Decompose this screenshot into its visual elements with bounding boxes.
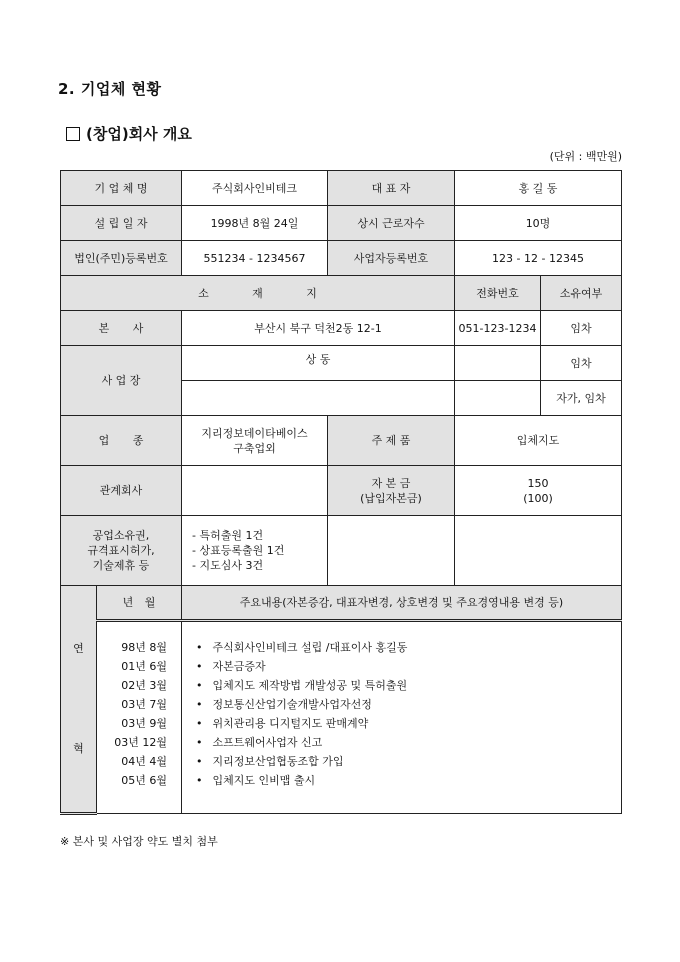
history-event: • 정보통신산업기술개발사업자선정: [196, 695, 619, 714]
history-events: [182, 621, 622, 814]
label-ip-line3: 기술제휴 등: [92, 559, 150, 572]
company-overview-table: [60, 170, 622, 815]
value-hq-address: 부산시 북구 덕천2동 12-1: [182, 311, 455, 346]
value-affiliates: [182, 466, 328, 516]
value-hq-ownership: 임차: [541, 311, 622, 346]
label-phone: 전화번호: [455, 276, 541, 311]
value-ip-list: [182, 516, 328, 586]
value-workplace-ownership1: 임차: [541, 346, 622, 381]
value-ceo: 홍 길 동: [455, 171, 622, 206]
history-label-2: 혁: [73, 742, 84, 755]
label-ip-cell: [61, 516, 182, 586]
history-event: • 자본금증자: [196, 657, 619, 676]
ip-item: - 지도심사 3건: [192, 559, 264, 572]
section-title: 2. 기업체 현황: [58, 80, 162, 98]
label-main-product: 주 제 품: [328, 416, 455, 466]
value-hq-phone: 051-123-1234: [455, 311, 541, 346]
value-workplace-address: 상 동: [182, 346, 455, 381]
history-date: 98년 8월: [121, 641, 167, 654]
value-main-product: 입체지도: [455, 416, 622, 466]
value-industry: [182, 416, 328, 466]
ip-item: - 특허출원 1건: [192, 529, 264, 542]
label-affiliates: 관계회사: [61, 466, 182, 516]
history-date: 03년 12월: [114, 736, 167, 749]
label-capital-sub: (납입자본금): [360, 491, 422, 505]
label-founded: 설 립 일 자: [61, 206, 182, 241]
footnote: ※ 본사 및 사업장 약도 별치 첨부: [60, 835, 218, 848]
history-date: 04년 4월: [121, 755, 167, 768]
label-ceo: 대 표 자: [328, 171, 455, 206]
history-event: • 위치관리용 디지털지도 판매계약: [196, 714, 619, 733]
value-founded: 1998년 8월 24일: [182, 206, 328, 241]
history-event: • 주식회사인비테크 설립 /대표이사 홍길동: [196, 638, 619, 657]
history-event: • 소프트웨어사업자 신고: [196, 733, 619, 752]
history-dates: [97, 621, 182, 814]
history-date: 03년 7월: [121, 698, 167, 711]
ip-item: - 상표등록출원 1건: [192, 544, 285, 557]
label-ip-line1: 공업소유권,: [92, 529, 150, 542]
value-capital-cell: [455, 466, 622, 516]
history-event: • 지리정보산업협동조합 가입: [196, 752, 619, 771]
label-hq: 본 사: [61, 311, 182, 346]
history-date: 03년 9월: [121, 717, 167, 730]
history-date: 02년 3월: [121, 679, 167, 692]
value-workplace-ownership2: 자가, 임차: [541, 381, 622, 416]
history-event: • 입체지도 인비맵 출시: [196, 771, 619, 790]
label-location: 소 재 지: [61, 276, 455, 311]
label-employees: 상시 근로자수: [328, 206, 455, 241]
label-ip-line2: 규격표시허가,: [87, 544, 155, 557]
history-label-cell: [61, 586, 97, 814]
label-workplace: 사 업 장: [61, 346, 182, 416]
label-biz-reg: 사업자등록번호: [328, 241, 455, 276]
value-workplace-address2: [182, 381, 455, 416]
value-workplace-phone: [455, 346, 541, 381]
label-corp-reg: 법인(주민)등록번호: [61, 241, 182, 276]
subsection-title-text: (창업)회사 개요: [86, 125, 192, 143]
history-label-1: 연: [73, 642, 84, 655]
history-event: • 입체지도 제작방법 개발성공 및 특허출원: [196, 676, 619, 695]
blank-cell: [455, 516, 622, 586]
value-company-name: 주식회사인비테크: [182, 171, 328, 206]
value-workplace-phone2: [455, 381, 541, 416]
unit-note: (단위 : 백만원): [549, 150, 622, 163]
label-capital-cell: [328, 466, 455, 516]
value-biz-reg: 123 - 12 - 12345: [455, 241, 622, 276]
history-date: 01년 6월: [121, 660, 167, 673]
history-date-header: 년 월: [97, 586, 182, 621]
label-company-name: 기 업 체 명: [61, 171, 182, 206]
label-ownership: 소유여부: [541, 276, 622, 311]
value-employees: 10명: [455, 206, 622, 241]
value-corp-reg: 551234 - 1234567: [182, 241, 328, 276]
value-capital: 150: [527, 476, 549, 490]
label-industry: 업 종: [61, 416, 182, 466]
history-date: 05년 6월: [121, 774, 167, 787]
blank-cell: [328, 516, 455, 586]
checkbox-icon: [66, 127, 80, 141]
value-industry-line1: 지리정보데이타베이스: [201, 426, 308, 440]
value-industry-line2: 구축업외: [233, 441, 276, 455]
subsection-title: [66, 123, 192, 144]
history-content-header: 주요내용(자본증감, 대표자변경, 상호변경 및 주요경영내용 변경 등): [182, 586, 622, 621]
label-capital: 자 본 금: [371, 476, 411, 490]
value-capital-paid: (100): [523, 491, 553, 505]
